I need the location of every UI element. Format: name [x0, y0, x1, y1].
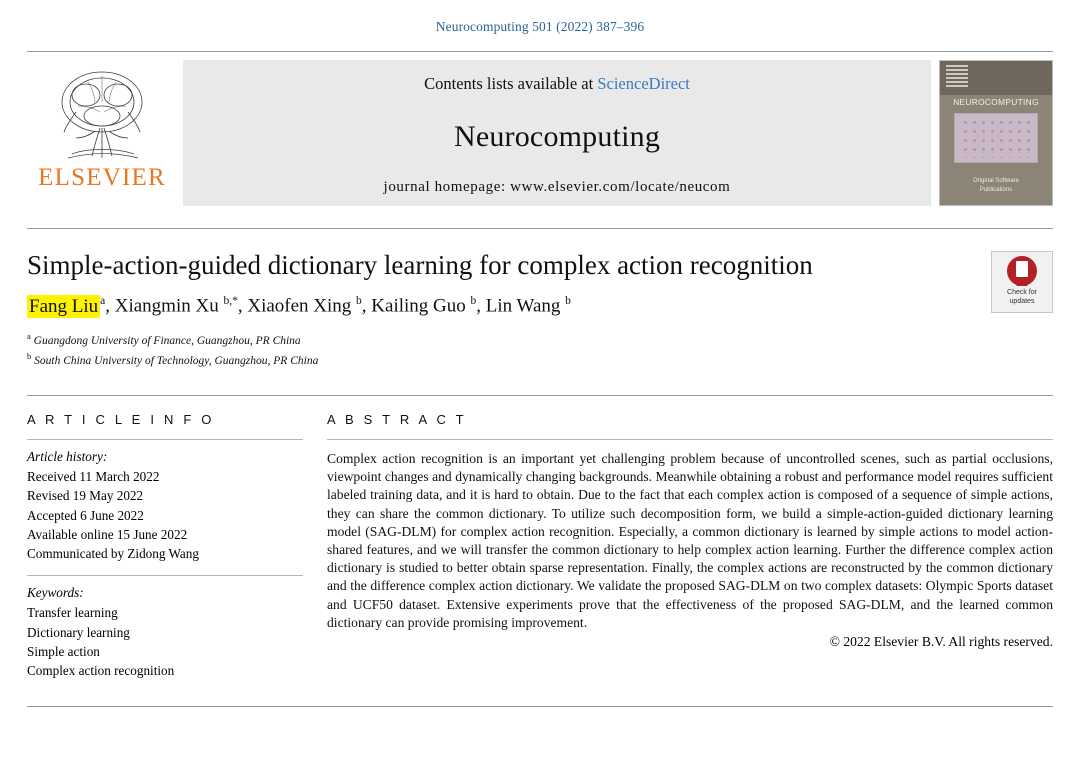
running-head: Neurocomputing 501 (2022) 387–396: [435, 19, 645, 34]
affiliation-text: South China University of Technology, Guangzhou, PR China: [34, 355, 319, 368]
affiliation-marker: b: [27, 351, 32, 362]
crossmark-icon: [1007, 256, 1037, 286]
article-info-rule: [27, 439, 303, 440]
affiliation-marker: a: [27, 330, 31, 341]
masthead-bottom-rule: [27, 228, 1053, 229]
keyword-item: Complex action recognition: [27, 663, 175, 679]
author-name: Kailing Guo: [371, 295, 466, 317]
author-name-highlighted: Fang Liu: [29, 295, 99, 317]
history-item: Revised 19 May 2022: [27, 488, 144, 504]
author-name: Lin Wang: [485, 295, 561, 317]
author-list: Fang Liu $^a$, Xiangmin Xu $^{b,*}$, Xiaofen Xing $^b$, Kailing Guo $^b$, Lin Wang $^b$: [29, 295, 571, 317]
abstract-text: Complex action recognition is an important yet challenging problem because of uncontrolled scenes, such as partial occlusions, viewpoint changes and dynamically changing backgrounds. Meanwhile obtaining a robust and performance model requires sufficient labeled training data, and it is hard to obtain. Due to the fact that each complex action is composed of a sequence of simple actions, they can share the common dictionary. To utilize such decomposition form, we build a simple-action-guided dictionary learning model (SAG-DLM) for complex action recognition. Especially, a common dictionary is learned by simple actions to model action-shared features, and we will transfer the common dictionary to help complex action learning. Further the difference complex action dictionary is studied to better obtain sparse representation. Finally, the complex actions are reconstructed by the common dictionary and the difference complex action dictionary. We validate the proposed SAG-DLM on two complex datasets: Olympic Sports dataset and UCF50 dataset. Extensive experiments prove that the effectiveness of the proposed SAG-DLM, and the learned common dictionary can provide promising improvement.: [327, 451, 1053, 630]
keyword-item: Transfer learning: [27, 605, 118, 621]
author-name: Xiangmin Xu: [114, 295, 219, 317]
journal-title: Neurocomputing: [453, 119, 661, 153]
crossmark-notch-shape: [1016, 281, 1028, 286]
crossmark-label-line2: updates: [1009, 297, 1035, 305]
cover-artwork-pattern: [961, 118, 1031, 158]
journal-band: [183, 60, 931, 206]
author-affil-marker: b: [470, 295, 477, 308]
history-item: Accepted 6 June 2022: [27, 507, 144, 523]
abstract-heading: A B S T R A C T: [327, 412, 467, 427]
cover-barcode-graphic: [946, 65, 968, 89]
cover-journal-name: NEUROCOMPUTING: [953, 97, 1039, 107]
history-item: Received 11 March 2022: [27, 469, 160, 484]
cover-artwork: [954, 113, 1038, 163]
article-info-column: [27, 412, 303, 680]
cover-footer-line2: Publications: [979, 187, 1013, 193]
author-name: Xiaofen Xing: [247, 295, 352, 317]
author-affil-marker: b: [565, 295, 571, 308]
keyword-item: Simple action: [27, 643, 100, 659]
crossmark-label-line1: Check for: [1007, 289, 1037, 296]
crossmark-bookmark-shape: [1016, 261, 1028, 277]
history-item: Communicated by Zidong Wang: [27, 546, 199, 562]
affiliation-text: Guangdong University of Finance, Guangzhou, PR China: [33, 334, 301, 347]
journal-masthead: [27, 51, 1053, 206]
copyright-line: © 2022 Elsevier B.V. All rights reserved.: [829, 634, 1053, 650]
cover-footer-line1: Original Software: [972, 178, 1020, 184]
contents-available-line: [424, 74, 690, 94]
cover-footer: [940, 177, 1052, 195]
crossmark-label: [992, 289, 1052, 307]
keywords-label: Keywords:: [27, 585, 84, 601]
keywords-list: [27, 603, 303, 680]
abstract-column: [327, 412, 1053, 680]
author-affil-marker: b,*: [223, 295, 238, 308]
article-info-heading: A R T I C L E I N F O: [27, 412, 215, 427]
contents-prefix: Contents lists available at: [424, 74, 598, 93]
elsevier-logo: [27, 60, 177, 206]
affiliation-item: [27, 330, 963, 351]
title-block: [27, 249, 1053, 371]
elsevier-wordmark: ELSEVIER: [38, 164, 166, 191]
affiliation-list: [27, 330, 963, 371]
elsevier-tree-icon: [42, 62, 162, 166]
article-history-label: Article history:: [27, 449, 108, 464]
journal-homepage-line[interactable]: journal homepage: www.elsevier.com/locate/neucom: [383, 179, 731, 195]
affiliation-item: [27, 350, 963, 371]
journal-cover-thumbnail: [939, 60, 1053, 206]
keyword-item: Dictionary learning: [27, 624, 130, 640]
keywords-rule: [27, 575, 303, 576]
content-columns: [27, 412, 1053, 680]
content-top-rule: [27, 395, 1053, 396]
article-history-list: [27, 467, 303, 563]
history-item: Available online 15 June 2022: [27, 526, 188, 542]
author-affil-marker: b: [356, 295, 362, 308]
crossmark-badge[interactable]: [991, 251, 1053, 313]
abstract-rule: [327, 439, 1053, 440]
author-affil-marker: a: [100, 295, 106, 308]
page-bottom-rule: [27, 706, 1053, 707]
sciencedirect-link[interactable]: ScienceDirect: [597, 74, 690, 93]
page-title: Simple-action-guided dictionary learning for complex action recognition: [27, 250, 813, 280]
